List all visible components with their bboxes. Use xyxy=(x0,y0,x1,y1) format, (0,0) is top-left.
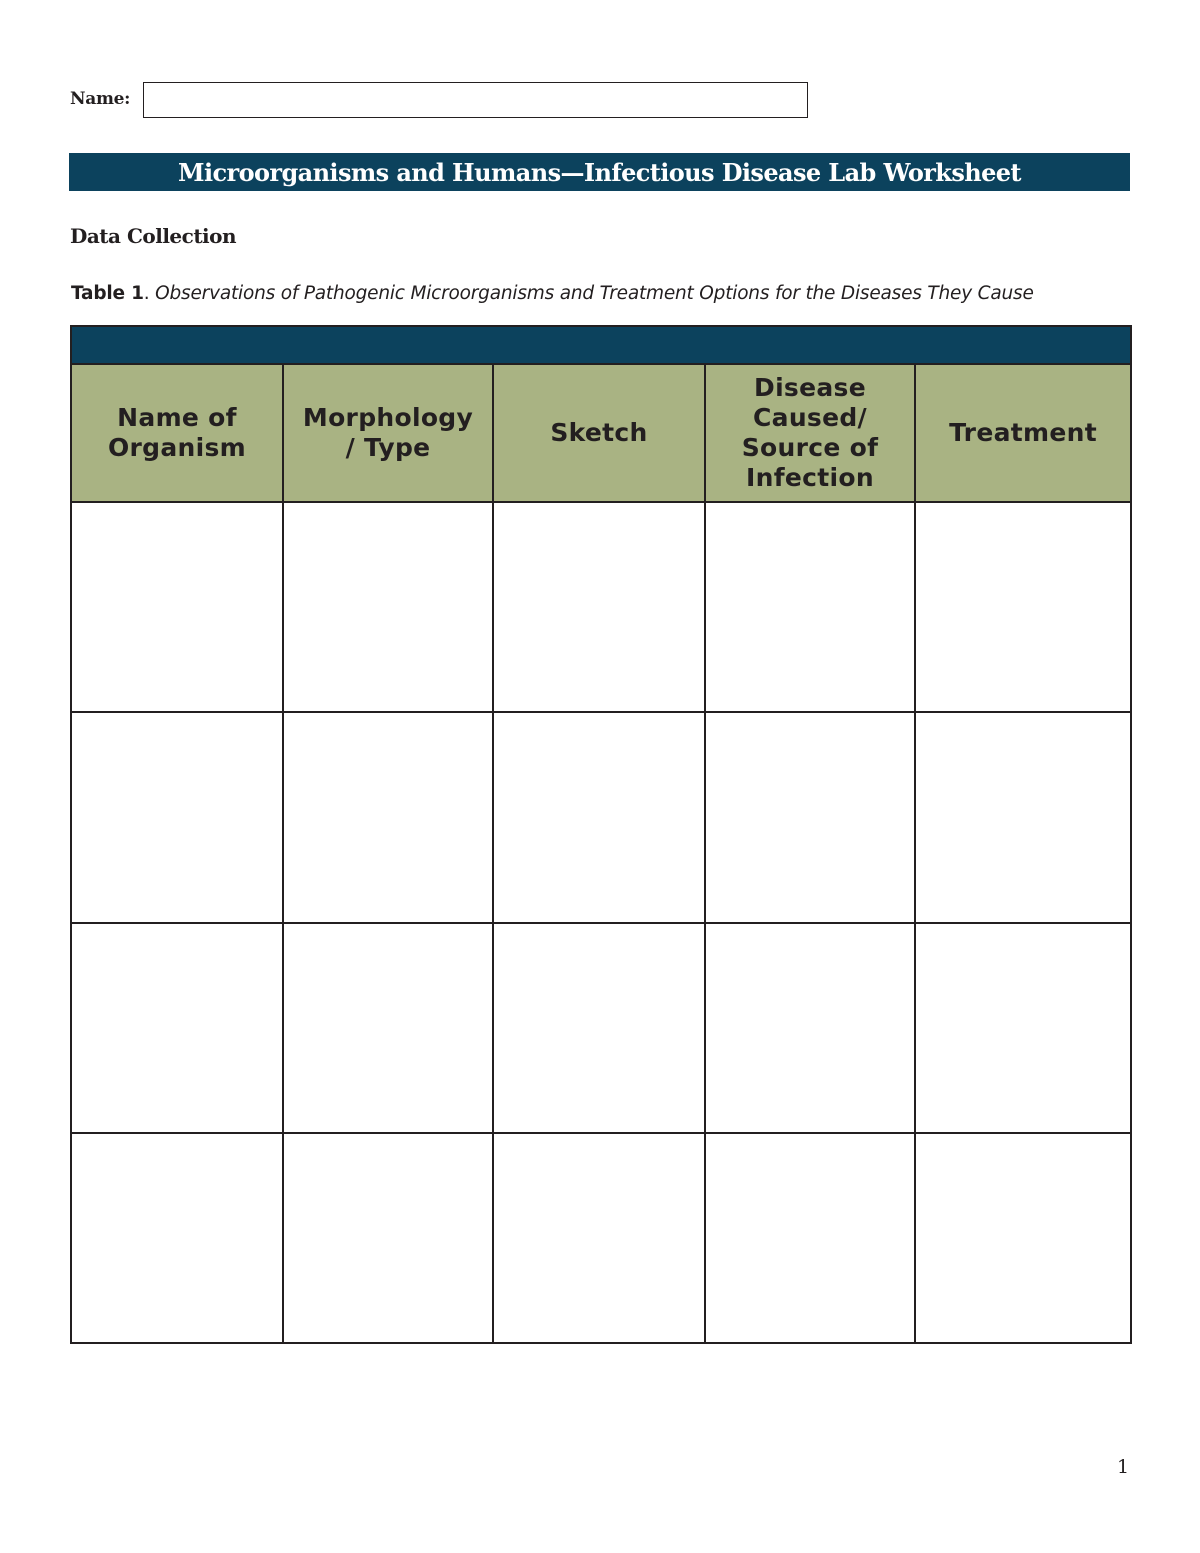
table-banner xyxy=(71,326,1131,364)
table-row xyxy=(71,1133,1131,1343)
column-header-disease-caused: Disease Caused/ Source of Infection xyxy=(705,364,915,502)
worksheet-title: Microorganisms and Humans—Infectious Disease Lab Worksheet xyxy=(69,153,1130,191)
table-cell[interactable] xyxy=(915,502,1131,712)
table-cell[interactable] xyxy=(915,1133,1131,1343)
column-header-sketch: Sketch xyxy=(493,364,705,502)
column-header-treatment: Treatment xyxy=(915,364,1131,502)
table-cell[interactable] xyxy=(71,1133,283,1343)
table-row xyxy=(71,712,1131,922)
table-cell[interactable] xyxy=(283,1133,493,1343)
table-cell[interactable] xyxy=(705,923,915,1133)
column-header-name-of-organism: Name of Organism xyxy=(71,364,283,502)
column-header-morphology-type: Morphology / Type xyxy=(283,364,493,502)
table-row xyxy=(71,923,1131,1133)
table-cell[interactable] xyxy=(493,1133,705,1343)
page-number: 1 xyxy=(1117,1456,1130,1478)
table-cell[interactable] xyxy=(283,502,493,712)
table-caption-separator: . xyxy=(143,283,156,304)
name-label: Name: xyxy=(70,89,131,109)
table-caption-label: Table 1 xyxy=(71,283,144,304)
table-caption xyxy=(71,283,1034,304)
table-cell[interactable] xyxy=(705,502,915,712)
table-cell[interactable] xyxy=(493,502,705,712)
table-row xyxy=(71,502,1131,712)
table-cell[interactable] xyxy=(915,923,1131,1133)
table-cell[interactable] xyxy=(915,712,1131,922)
section-heading: Data Collection xyxy=(70,224,237,248)
table-caption-text: Observations of Pathogenic Microorganisms and Treatment Options for the Diseases They Cause xyxy=(155,283,1034,304)
observations-table xyxy=(70,325,1132,1344)
name-input[interactable] xyxy=(143,82,808,118)
table-cell[interactable] xyxy=(71,923,283,1133)
table-cell[interactable] xyxy=(283,712,493,922)
table-cell[interactable] xyxy=(283,923,493,1133)
table-cell[interactable] xyxy=(493,712,705,922)
table-banner-row xyxy=(71,326,1131,364)
table-header-row xyxy=(71,364,1131,502)
table-cell[interactable] xyxy=(71,712,283,922)
table-cell[interactable] xyxy=(705,1133,915,1343)
table-cell[interactable] xyxy=(705,712,915,922)
table-cell[interactable] xyxy=(493,923,705,1133)
table-cell[interactable] xyxy=(71,502,283,712)
